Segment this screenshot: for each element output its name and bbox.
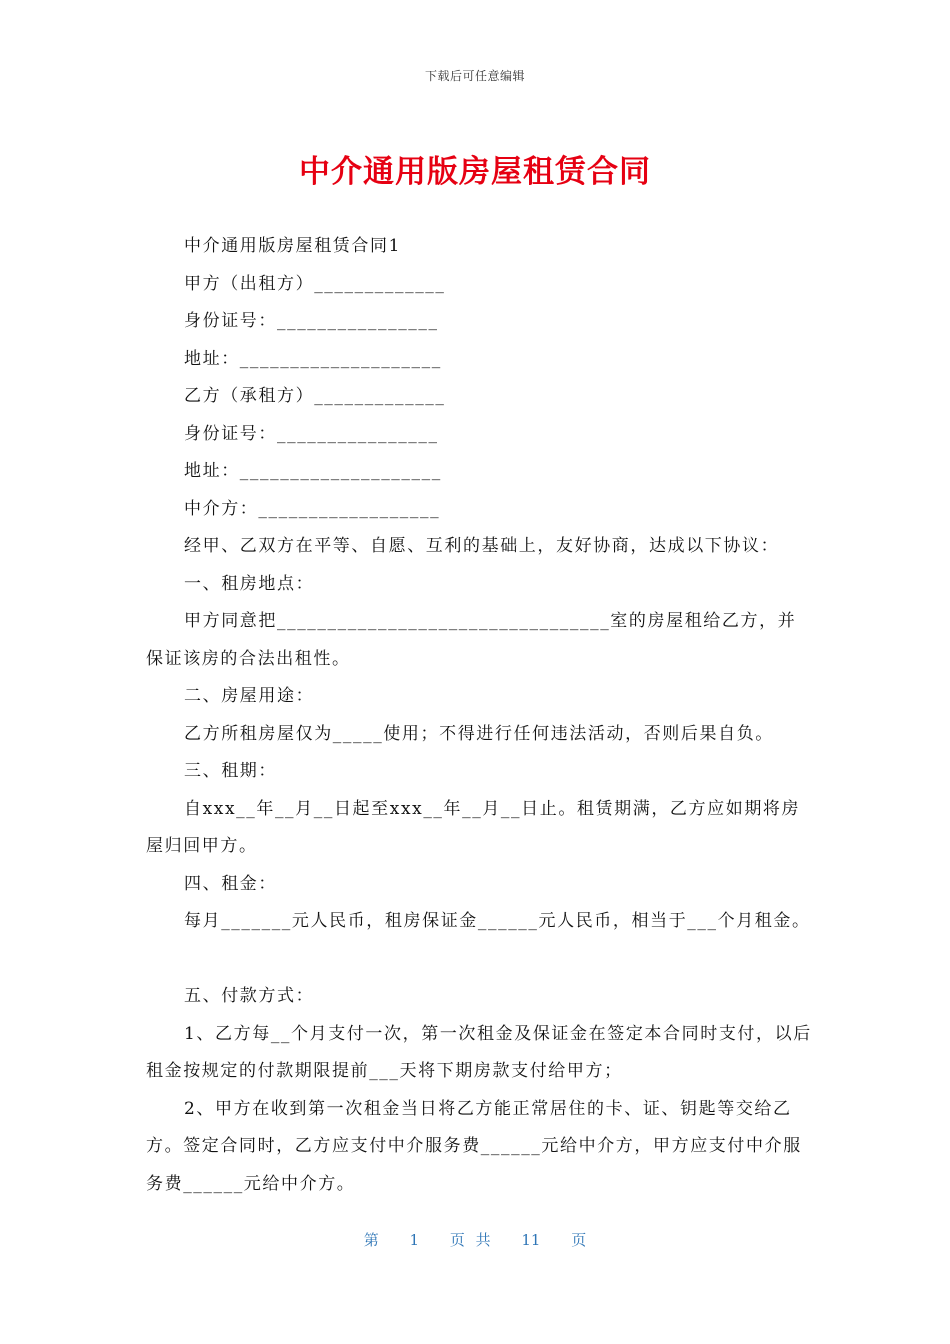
party-b-address-line: 地址：____________________: [184, 461, 442, 481]
location-clause: 甲方同意把_________________________________室的房屋租给乙方，并保证该房的合法出租性。: [146, 611, 797, 669]
footer-page-number: 1: [409, 1231, 420, 1249]
agreement-intro: 经甲、乙双方在平等、自愿、互利的基础上，友好协商，达成以下协议：: [184, 536, 780, 556]
document-title: 中介通用版房屋租赁合同: [299, 154, 651, 190]
footer-suffix: 页: [571, 1231, 587, 1249]
term-clause: 自xxx__年__月__日起至xxx__年__月__日止。租赁期满，乙方应如期将房屋归回甲方。: [146, 798, 801, 856]
rent-clause: 每月_______元人民币，租房保证金______元人民币，相当于___个月租金。: [184, 911, 811, 931]
party-b-line: 乙方（承租方）_____________: [184, 386, 446, 406]
contract-subtitle: 中介通用版房屋租赁合同1: [184, 236, 402, 256]
payment-clause-1: 1、乙方每__个月支付一次，第一次租金及保证金在签定本合同时支付，以后租金按规定的付款期限提前___天将下期房款支付给甲方；: [146, 1023, 812, 1081]
footer-total-pages: 11: [521, 1231, 541, 1249]
footer-prefix: 第: [363, 1231, 379, 1249]
party-a-line: 甲方（出租方）_____________: [184, 273, 446, 294]
usage-clause: 乙方所租房屋仅为_____使用；不得进行任何违法活动，否则后果自负。: [184, 723, 774, 744]
section-heading-payment: 五、付款方式：: [184, 986, 315, 1006]
contract-body: [146, 228, 814, 1203]
section-heading-usage: 二、房屋用途：: [184, 686, 315, 706]
section-heading-term: 三、租期：: [184, 761, 277, 781]
header-note: 下载后可任意编辑: [424, 69, 525, 83]
agent-line: 中介方：__________________: [184, 498, 441, 519]
section-heading-location: 一、租房地点：: [184, 573, 315, 594]
page-footer: [0, 1229, 950, 1250]
blank-line: [146, 941, 814, 979]
party-b-id-line: 身份证号：________________: [184, 423, 439, 444]
party-a-id-line: 身份证号：________________: [184, 311, 439, 331]
payment-clause-2: 2、甲方在收到第一次租金当日将乙方能正常居住的卡、证、钥匙等交给乙方。签定合同时，乙方应支付中介服务费______元给中介方，甲方应支付中介服务费______元给中介方。: [146, 1098, 802, 1194]
section-heading-rent: 四、租金：: [184, 873, 277, 894]
party-a-address-line: 地址：____________________: [184, 348, 442, 369]
footer-middle: 页 共: [449, 1231, 491, 1249]
